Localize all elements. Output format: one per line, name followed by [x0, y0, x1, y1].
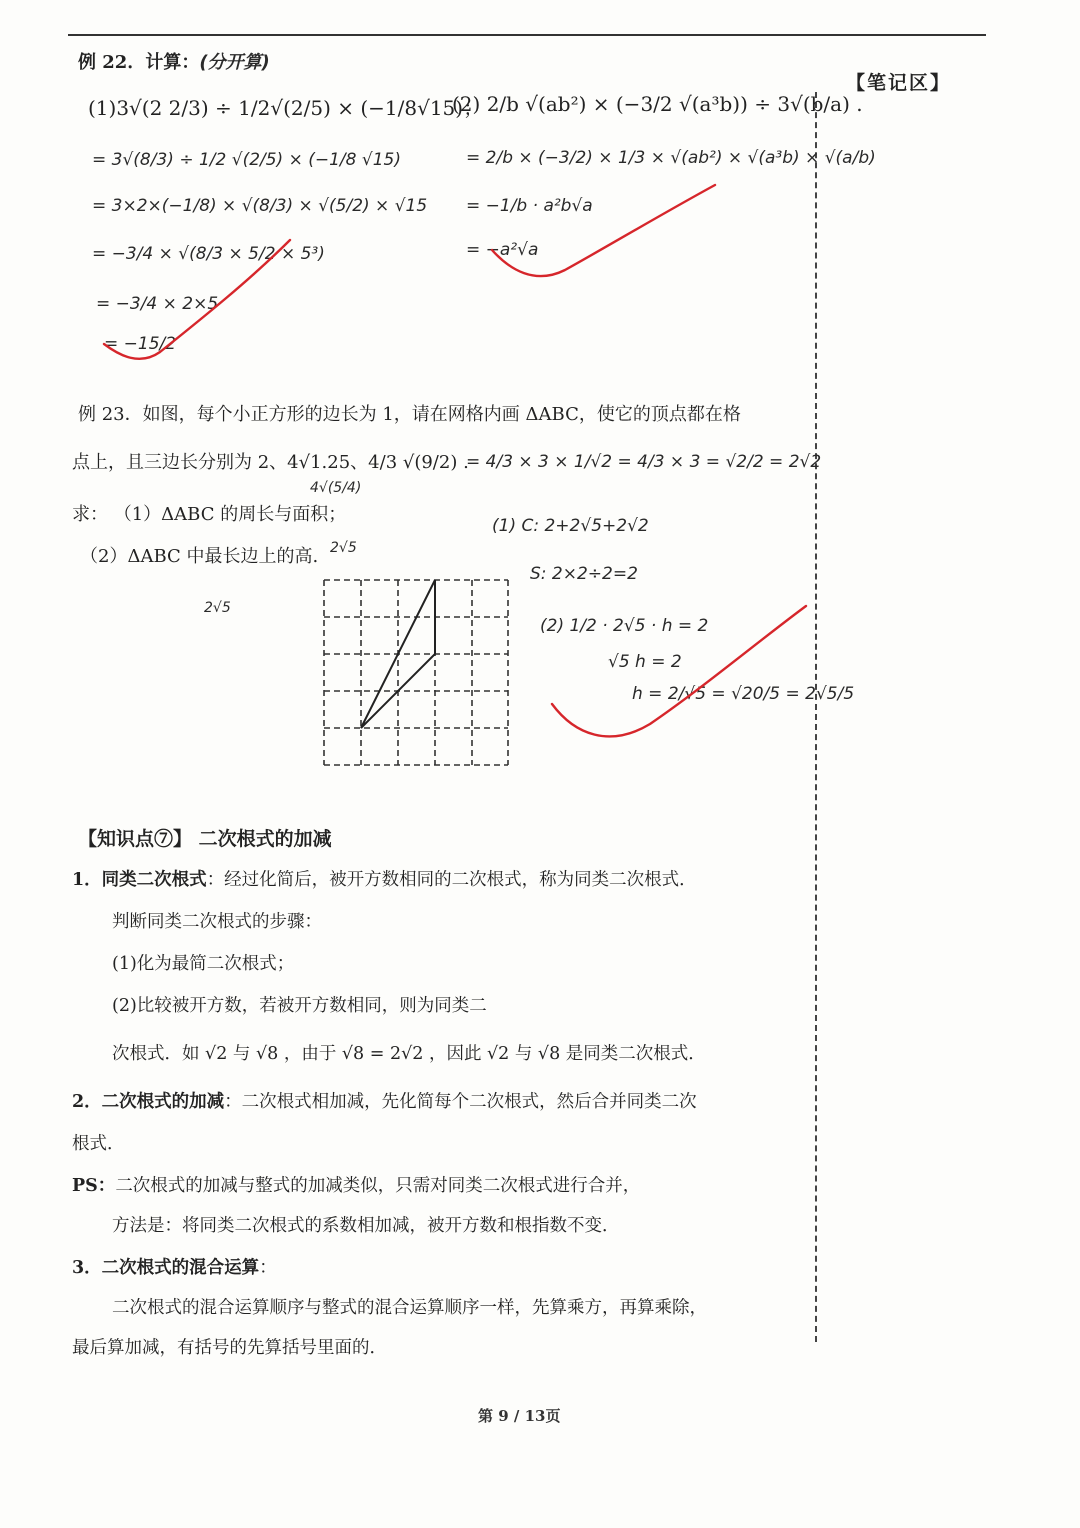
example23-line2: 点上，且三边长分别为 2、4√1.25、4/3 √(9/2) .	[72, 452, 469, 473]
ex22-p1-step-5: = −15/2	[104, 334, 177, 354]
knowledge-ps-cont: 方法是：将同类二次根式的系数相加减，被开方数和根指数不变．	[112, 1216, 620, 1236]
example22-part1-problem: (1)3√(2 2/3) ÷ 1/2√(2/5) × (−1/8√15)；	[88, 96, 484, 120]
example23-line1: 例 23．如图，每个小正方形的边长为 1，请在网格内画 ΔABC，使它的顶点都在格	[78, 404, 741, 425]
knowledge-item-3: 3．二次根式的混合运算：	[72, 1258, 277, 1278]
ex23-answer-4: √5 h = 2	[608, 652, 682, 672]
ex22-p1-step-2: = 3×2×(−1/8) × √(8/3) × √(5/2) × √15	[92, 196, 428, 216]
example22-title-note: (分开算)	[199, 52, 270, 73]
ex23-answer-3: (2) 1/2 · 2√5 · h = 2	[540, 616, 709, 636]
example23-note-125: 4√(5/4)	[310, 480, 362, 496]
ex23-answer-2: S: 2×2÷2=2	[530, 564, 638, 584]
knowledge-steps-title: 判断同类二次根式的步骤：	[112, 912, 322, 932]
knowledge-item-1: 1．同类二次根式：经过化简后，被开方数相同的二次根式，称为同类二次根式．	[72, 870, 697, 890]
ex22-p2-step-2: = −1/b · a²b√a	[466, 196, 593, 216]
example22-part2-problem: (2) 2/b √(ab²) × (−3/2 √(a³b)) ÷ 3√(b/a) .	[452, 92, 863, 116]
notes-divider	[815, 92, 817, 1342]
example23-question-2: （2）ΔABC 中最长边上的高.	[80, 546, 319, 567]
knowledge-item-2-cont: 根式．	[72, 1134, 125, 1154]
example22-title: 例 22．计算：(分开算)	[78, 52, 270, 73]
notes-area-label: 【笔记区】	[846, 72, 952, 94]
triangle-grid-figure	[322, 578, 512, 768]
ex22-p2-step-1: = 2/b × (−3/2) × 1/3 × √(ab²) × √(a³b) × √(a/b)	[466, 148, 876, 168]
knowledge-item-2: 2．二次根式的加减：二次根式相加减，先化简每个二次根式，然后合并同类二次	[72, 1092, 697, 1112]
ex22-p2-step-3: = −a²√a	[466, 240, 539, 260]
knowledge-step-2-cont: 次根式．如 √2 与 √8 ，由于 √8 = 2√2 ，因此 √2 与 √8 是同类二次根式．	[112, 1044, 706, 1064]
top-rule	[68, 34, 986, 36]
example23-line2-hand: = 4/3 × 3 × 1/√2 = 4/3 × 3 = √2/2 = 2√2	[466, 452, 822, 472]
page-footer: 第 9 / 13页	[478, 1407, 561, 1425]
ex22-p1-step-3: = −3/4 × √(8/3 × 5/2 × 5³)	[92, 244, 325, 264]
example23-note-2sqrt5-a: 2√5	[330, 540, 357, 556]
example23-note-2sqrt5-b: 2√5	[204, 600, 231, 616]
knowledge-step-1: (1)化为最简二次根式；	[112, 954, 295, 974]
knowledge-item-3-text: 二次根式的混合运算顺序与整式的混合运算顺序一样，先算乘方，再算乘除，	[112, 1298, 707, 1318]
ex23-answer-5: h = 2/√5 = √20/5 = 2√5/5	[632, 684, 855, 704]
example23-question-1: 求： （1）ΔABC 的周长与面积；	[72, 504, 347, 525]
ex22-p1-step-4: = −3/4 × 2×5	[96, 294, 219, 314]
knowledge-item-3-cont: 最后算加减，有括号的先算括号里面的．	[72, 1338, 387, 1358]
knowledge-step-2: (2)比较被开方数，若被开方数相同，则为同类二	[112, 996, 487, 1016]
knowledge-ps: PS：二次根式的加减与整式的加减类似，只需对同类二次根式进行合并，	[72, 1176, 641, 1196]
ex23-answer-1: (1) C: 2+2√5+2√2	[492, 516, 649, 536]
knowledge-section-title: 【知识点⑦】 二次根式的加减	[78, 828, 332, 850]
ex22-p1-step-1: = 3√(8/3) ÷ 1/2 √(2/5) × (−1/8 √15)	[92, 150, 401, 170]
